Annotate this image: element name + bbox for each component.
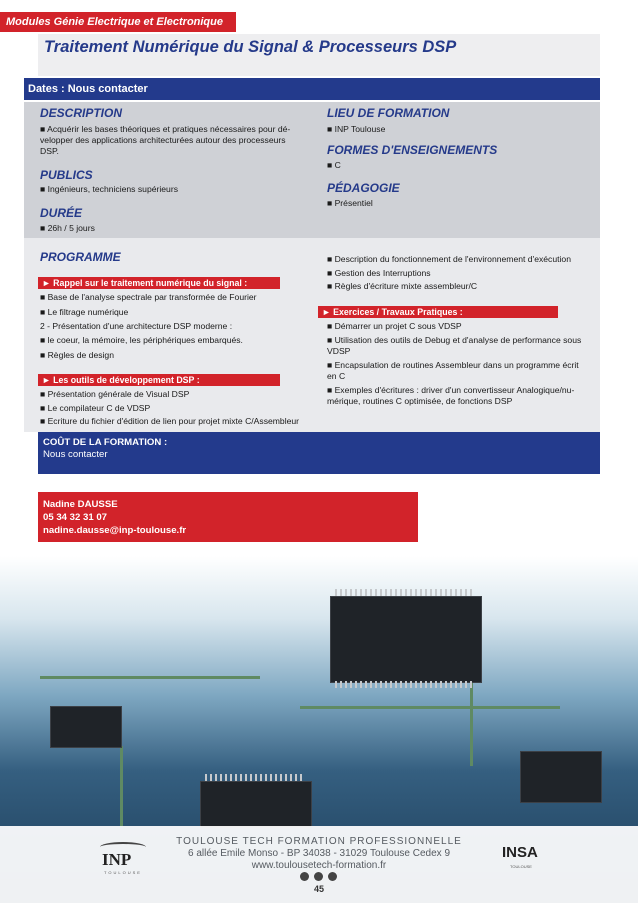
programme-heading: PROGRAMME xyxy=(40,250,121,264)
exercise-item: VDSP xyxy=(327,346,351,356)
formes-heading: FORMES D'ENSEIGNEMENTS xyxy=(327,143,498,157)
publics-heading: PUBLICS xyxy=(40,168,93,182)
programme-subheading: ► Rappel sur le traitement numérique du signal : xyxy=(38,277,280,289)
programme-item: ■ Description du fonctionnement de l'environnement d'exécution xyxy=(327,254,571,264)
chip-graphic xyxy=(330,596,482,683)
page-title: Traitement Numérique du Signal & Processeurs DSP xyxy=(44,38,457,56)
programme-item: ■ Base de l'analyse spectrale par transformée de Fourier xyxy=(40,292,257,302)
cost-heading: COÛT DE LA FORMATION : xyxy=(43,437,168,448)
description-line: DSP. xyxy=(40,146,59,156)
social-icon xyxy=(314,872,323,881)
description-heading: DESCRIPTION xyxy=(40,106,123,120)
formes-text: ■ C xyxy=(327,160,341,170)
exercise-item: ■ Utilisation des outils de Debug et d'analyse de performance sous xyxy=(327,335,582,345)
description-line: ■ Acquérir les bases théoriques et pratiques nécessaires pour dé- xyxy=(40,124,291,134)
pedagogie-text: ■ Présentiel xyxy=(327,198,373,208)
info-panel xyxy=(24,102,600,238)
programme-item: 2 - Présentation d'une architecture DSP moderne : xyxy=(40,321,233,331)
publics-text: ■ Ingénieurs, techniciens supérieurs xyxy=(40,184,178,194)
module-tag: Modules Génie Electrique et Electronique xyxy=(0,12,236,32)
exercise-item: ■ Démarrer un projet C sous VDSP xyxy=(327,321,462,331)
lieu-text: ■ INP Toulouse xyxy=(327,124,386,134)
duree-text: ■ 26h / 5 jours xyxy=(40,223,95,233)
programme-item: ■ Présentation générale de Visual DSP xyxy=(40,389,190,399)
programme-item: ■ Le compilateur C de VDSP xyxy=(40,403,151,413)
description-line: velopper des applications architecturées autour des processeurs xyxy=(40,135,286,145)
contact-phone: 05 34 32 31 07 xyxy=(43,512,108,523)
exercise-item: mérique, routines C optimisée, de fonctions DSP xyxy=(327,396,513,406)
programme-item: ■ le coeur, la mémoire, les périphériques embarqués. xyxy=(40,335,243,345)
exercise-item: en C xyxy=(327,371,346,381)
chip-graphic xyxy=(200,781,312,828)
dates-bar: Dates : Nous contacter xyxy=(24,78,600,100)
lieu-heading: LIEU DE FORMATION xyxy=(327,106,450,120)
programme-subheading: ► Exercices / Travaux Pratiques : xyxy=(318,306,558,318)
inp-logo: INP TOULOUSE xyxy=(100,842,146,876)
pedagogie-heading: PÉDAGOGIE xyxy=(327,181,400,195)
contact-box xyxy=(38,492,418,542)
programme-item: ■ Gestion des Interruptions xyxy=(327,268,431,278)
footer-icons xyxy=(296,872,342,882)
cost-box xyxy=(38,432,600,474)
social-icon xyxy=(328,872,337,881)
social-icon xyxy=(300,872,309,881)
insa-logo: INSA TOULOUSE xyxy=(502,844,538,869)
programme-item: ■ Règles de design xyxy=(40,350,114,360)
exercise-item: ■ Encapsulation de routines Assembleur dans un programme écrit xyxy=(327,360,579,370)
chip-graphic xyxy=(50,706,122,748)
cost-text: Nous contacter xyxy=(43,449,108,460)
programme-item: ■ Ecriture du fichier d'édition de lien pour projet mixte C/Assembleur xyxy=(40,416,300,426)
footer-address: 6 allée Emile Monso - BP 34038 - 31029 Toulouse Cedex 9 xyxy=(187,848,451,859)
duree-heading: DURÉE xyxy=(40,206,83,220)
page-number: 45 xyxy=(313,884,324,894)
contact-email[interactable]: nadine.dausse@inp-toulouse.fr xyxy=(43,525,187,536)
programme-subheading: ► Les outils de développement DSP : xyxy=(38,374,280,386)
footer-website[interactable]: www.toulousetech-formation.fr xyxy=(251,860,387,871)
footer-org: TOULOUSE TECH FORMATION PROFESSIONNELLE xyxy=(176,836,462,847)
contact-name: Nadine DAUSSE xyxy=(43,499,118,510)
programme-item: ■ Le filtrage numérique xyxy=(40,307,129,317)
chip-graphic xyxy=(520,751,602,803)
exercise-item: ■ Exemples d'écritures : driver d'un convertisseur Analogique/nu- xyxy=(327,385,575,395)
programme-item: ■ Règles d'écriture mixte assembleur/C xyxy=(327,281,478,291)
